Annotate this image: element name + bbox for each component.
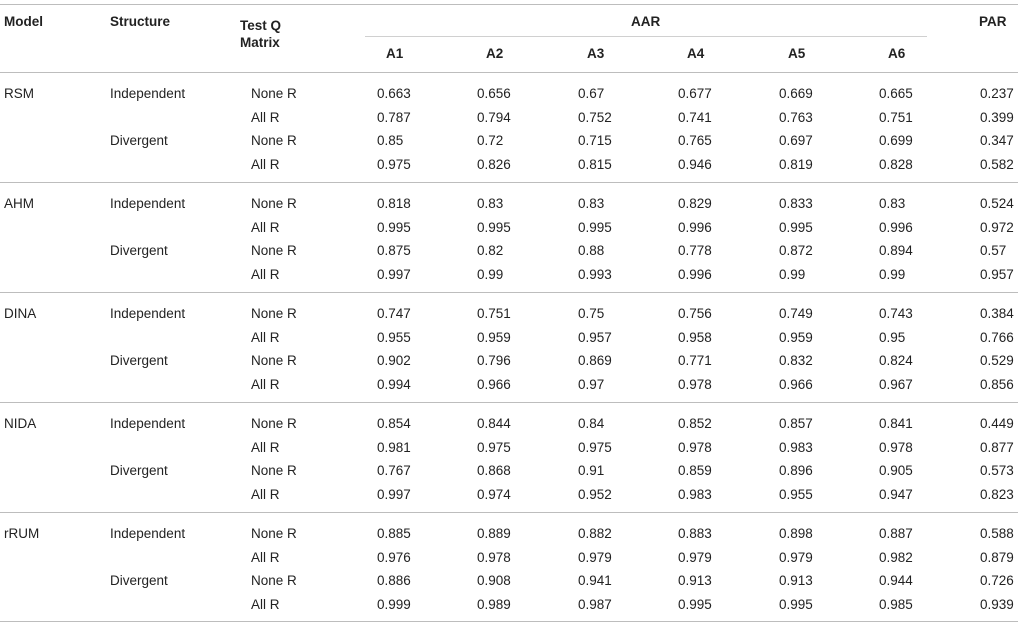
aar-value-a1: 0.981 [377, 439, 411, 455]
aar-value-a4: 0.946 [678, 156, 712, 172]
aar-value-a3: 0.715 [578, 133, 612, 148]
aar-value-a4: 0.765 [678, 133, 712, 148]
aar-value-a6: 0.894 [879, 243, 913, 258]
q-matrix-label: None R [251, 243, 297, 258]
aar-value-a3: 0.83 [578, 196, 605, 211]
aar-value-a2: 0.975 [477, 439, 511, 455]
header-attr-a2: A2 [486, 46, 504, 61]
aar-value-a3: 0.91 [578, 463, 605, 478]
aar-value-a2: 0.826 [477, 156, 511, 172]
aar-value-a6: 0.99 [879, 266, 906, 282]
aar-value-a1: 0.975 [377, 156, 411, 172]
par-value: 0.57 [980, 243, 1007, 258]
q-matrix-label: None R [251, 133, 297, 148]
aar-value-a2: 0.796 [477, 353, 511, 368]
aar-value-a3: 0.815 [578, 156, 612, 172]
structure-label: Independent [110, 196, 186, 211]
aar-value-a2: 0.989 [477, 596, 511, 612]
aar-value-a4: 0.979 [678, 549, 712, 565]
par-value: 0.384 [980, 306, 1014, 321]
q-matrix-label: All R [251, 109, 280, 125]
aar-value-a1: 0.85 [377, 133, 404, 148]
aar-value-a3: 0.67 [578, 86, 605, 101]
model-label: rRUM [4, 526, 40, 541]
aar-value-a3: 0.957 [578, 329, 612, 345]
aar-value-a5: 0.966 [779, 376, 813, 392]
aar-value-a5: 0.697 [779, 133, 813, 148]
aar-value-a6: 0.824 [879, 353, 913, 368]
aar-value-a6: 0.982 [879, 549, 913, 565]
par-value: 0.573 [980, 463, 1014, 478]
par-value: 0.347 [980, 133, 1014, 148]
par-value: 0.726 [980, 573, 1014, 588]
aar-value-a4: 0.996 [678, 266, 712, 282]
model-label: NIDA [4, 416, 37, 431]
header-model: Model [4, 14, 43, 29]
aar-value-a4: 0.756 [678, 306, 712, 321]
aar-value-a1: 0.994 [377, 376, 411, 392]
aar-value-a6: 0.978 [879, 439, 913, 455]
structure-label: Divergent [110, 573, 168, 588]
aar-value-a1: 0.997 [377, 266, 411, 282]
aar-value-a4: 0.829 [678, 196, 712, 211]
aar-value-a5: 0.995 [779, 219, 813, 235]
q-matrix-label: None R [251, 463, 297, 478]
aar-value-a3: 0.979 [578, 549, 612, 565]
aar-value-a1: 0.747 [377, 306, 411, 321]
par-value: 0.957 [980, 266, 1014, 282]
aar-value-a3: 0.869 [578, 353, 612, 368]
aar-value-a3: 0.75 [578, 306, 605, 321]
par-value: 0.939 [980, 596, 1014, 612]
header-test-q-line2: Matrix [240, 35, 280, 50]
q-matrix-label: None R [251, 573, 297, 588]
model-label: RSM [4, 86, 34, 101]
aar-value-a3: 0.84 [578, 416, 605, 431]
aar-value-a6: 0.751 [879, 109, 913, 125]
aar-value-a1: 0.999 [377, 596, 411, 612]
aar-value-a4: 0.978 [678, 439, 712, 455]
par-value: 0.399 [980, 109, 1014, 125]
par-value: 0.529 [980, 353, 1014, 368]
aar-value-a3: 0.97 [578, 376, 605, 392]
aar-value-a5: 0.99 [779, 266, 806, 282]
aar-value-a6: 0.944 [879, 573, 913, 588]
q-matrix-label: All R [251, 376, 280, 392]
aar-value-a4: 0.983 [678, 486, 712, 502]
group-separator-rule [0, 621, 1018, 622]
q-matrix-label: All R [251, 596, 280, 612]
aar-value-a2: 0.751 [477, 306, 511, 321]
aar-value-a5: 0.763 [779, 109, 813, 125]
aar-value-a1: 0.997 [377, 486, 411, 502]
aar-value-a3: 0.952 [578, 486, 612, 502]
q-matrix-label: All R [251, 486, 280, 502]
group-separator-rule [0, 182, 1018, 183]
aar-value-a1: 0.902 [377, 353, 411, 368]
aar-value-a6: 0.665 [879, 86, 913, 101]
structure-label: Independent [110, 526, 186, 541]
aar-value-a4: 0.771 [678, 353, 712, 368]
par-value: 0.449 [980, 416, 1014, 431]
aar-value-a1: 0.885 [377, 526, 411, 541]
par-value: 0.582 [980, 156, 1014, 172]
aar-value-a2: 0.868 [477, 463, 511, 478]
aar-value-a5: 0.819 [779, 156, 813, 172]
aar-value-a1: 0.886 [377, 573, 411, 588]
aar-value-a5: 0.955 [779, 486, 813, 502]
aar-value-a1: 0.995 [377, 219, 411, 235]
model-label: AHM [4, 196, 34, 211]
aar-value-a5: 0.995 [779, 596, 813, 612]
par-value: 0.856 [980, 376, 1014, 392]
header-par: PAR [979, 14, 1007, 29]
structure-label: Divergent [110, 353, 168, 368]
header-bottom-rule [0, 72, 1018, 73]
aar-value-a6: 0.985 [879, 596, 913, 612]
aar-value-a2: 0.974 [477, 486, 511, 502]
aar-value-a4: 0.741 [678, 109, 712, 125]
structure-label: Divergent [110, 133, 168, 148]
aar-value-a5: 0.832 [779, 353, 813, 368]
aar-value-a1: 0.767 [377, 463, 411, 478]
aar-value-a3: 0.995 [578, 219, 612, 235]
top-rule [0, 4, 1018, 5]
group-separator-rule [0, 512, 1018, 513]
aar-value-a3: 0.88 [578, 243, 605, 258]
q-matrix-label: None R [251, 86, 297, 101]
structure-label: Independent [110, 416, 186, 431]
aar-value-a3: 0.993 [578, 266, 612, 282]
aar-value-a5: 0.913 [779, 573, 813, 588]
aar-value-a2: 0.908 [477, 573, 511, 588]
aar-value-a4: 0.996 [678, 219, 712, 235]
q-matrix-label: None R [251, 196, 297, 211]
aar-value-a5: 0.983 [779, 439, 813, 455]
aar-value-a2: 0.995 [477, 219, 511, 235]
structure-label: Divergent [110, 463, 168, 478]
aar-value-a6: 0.699 [879, 133, 913, 148]
aar-value-a5: 0.898 [779, 526, 813, 541]
aar-value-a3: 0.975 [578, 439, 612, 455]
aar-value-a6: 0.841 [879, 416, 913, 431]
q-matrix-label: All R [251, 156, 280, 172]
aar-value-a5: 0.669 [779, 86, 813, 101]
par-value: 0.877 [980, 439, 1014, 455]
aar-value-a4: 0.778 [678, 243, 712, 258]
header-aar: AAR [631, 14, 661, 29]
q-matrix-label: None R [251, 526, 297, 541]
header-test-q-line1: Test Q [240, 18, 282, 33]
aar-value-a5: 0.979 [779, 549, 813, 565]
aar-value-a2: 0.72 [477, 133, 504, 148]
header-attr-a6: A6 [888, 46, 906, 61]
aar-value-a1: 0.818 [377, 196, 411, 211]
aar-value-a4: 0.859 [678, 463, 712, 478]
q-matrix-label: All R [251, 219, 280, 235]
aar-value-a6: 0.967 [879, 376, 913, 392]
header-attr-a5: A5 [788, 46, 806, 61]
par-value: 0.237 [980, 86, 1014, 101]
par-value: 0.879 [980, 549, 1014, 565]
aar-value-a6: 0.95 [879, 329, 906, 345]
group-separator-rule [0, 402, 1018, 403]
q-matrix-label: None R [251, 306, 297, 321]
header-structure: Structure [110, 14, 171, 29]
aar-value-a4: 0.852 [678, 416, 712, 431]
aar-value-a1: 0.663 [377, 86, 411, 101]
aar-value-a6: 0.743 [879, 306, 913, 321]
q-matrix-label: None R [251, 416, 297, 431]
aar-value-a1: 0.955 [377, 329, 411, 345]
aar-value-a2: 0.656 [477, 86, 511, 101]
aar-value-a6: 0.828 [879, 156, 913, 172]
aar-value-a5: 0.833 [779, 196, 813, 211]
aar-value-a4: 0.913 [678, 573, 712, 588]
q-matrix-label: All R [251, 329, 280, 345]
aar-value-a1: 0.875 [377, 243, 411, 258]
aar-value-a1: 0.787 [377, 109, 411, 125]
aar-value-a2: 0.83 [477, 196, 504, 211]
q-matrix-label: All R [251, 266, 280, 282]
header-attr-a3: A3 [587, 46, 605, 61]
model-label: DINA [4, 306, 37, 321]
structure-label: Independent [110, 86, 186, 101]
q-matrix-label: All R [251, 439, 280, 455]
par-value: 0.972 [980, 219, 1014, 235]
q-matrix-label: None R [251, 353, 297, 368]
aar-value-a4: 0.978 [678, 376, 712, 392]
aar-value-a2: 0.889 [477, 526, 511, 541]
aar-value-a2: 0.99 [477, 266, 504, 282]
aar-value-a3: 0.987 [578, 596, 612, 612]
aar-value-a5: 0.749 [779, 306, 813, 321]
aar-value-a2: 0.966 [477, 376, 511, 392]
aar-value-a4: 0.958 [678, 329, 712, 345]
aar-value-a5: 0.896 [779, 463, 813, 478]
aar-value-a2: 0.978 [477, 549, 511, 565]
group-separator-rule [0, 292, 1018, 293]
header-attr-a4: A4 [687, 46, 705, 61]
par-value: 0.766 [980, 329, 1014, 345]
aar-value-a6: 0.947 [879, 486, 913, 502]
aar-value-a4: 0.883 [678, 526, 712, 541]
q-matrix-label: All R [251, 549, 280, 565]
aar-value-a2: 0.82 [477, 243, 504, 258]
aar-value-a6: 0.887 [879, 526, 913, 541]
aar-value-a5: 0.959 [779, 329, 813, 345]
aar-value-a6: 0.996 [879, 219, 913, 235]
aar-value-a1: 0.976 [377, 549, 411, 565]
aar-value-a3: 0.882 [578, 526, 612, 541]
aar-value-a6: 0.905 [879, 463, 913, 478]
aar-value-a2: 0.794 [477, 109, 511, 125]
header-attr-a1: A1 [386, 46, 404, 61]
structure-label: Independent [110, 306, 186, 321]
aar-value-a5: 0.872 [779, 243, 813, 258]
par-value: 0.823 [980, 486, 1014, 502]
aar-value-a2: 0.959 [477, 329, 511, 345]
aar-value-a3: 0.941 [578, 573, 612, 588]
aar-value-a2: 0.844 [477, 416, 511, 431]
aar-value-a4: 0.995 [678, 596, 712, 612]
par-value: 0.524 [980, 196, 1014, 211]
aar-value-a5: 0.857 [779, 416, 813, 431]
aar-value-a6: 0.83 [879, 196, 906, 211]
structure-label: Divergent [110, 243, 168, 258]
aar-value-a4: 0.677 [678, 86, 712, 101]
aar-value-a3: 0.752 [578, 109, 612, 125]
par-value: 0.588 [980, 526, 1014, 541]
aar-subheader-rule [365, 36, 927, 37]
aar-value-a1: 0.854 [377, 416, 411, 431]
